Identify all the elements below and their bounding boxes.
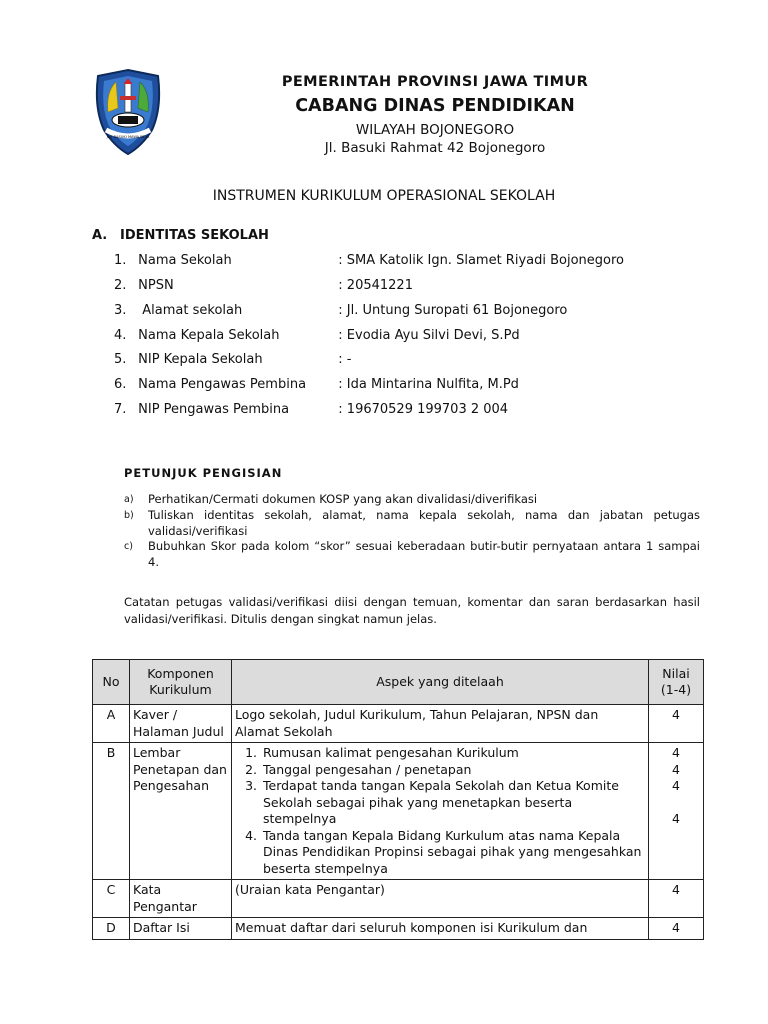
header-office-name: CABANG DINAS PENDIDIKAN (295, 96, 575, 116)
row-aspek: Logo sekolah, Judul Kurikulum, Tahun Pelajaran, NPSN dan Alamat Sekolah (232, 705, 649, 743)
header-aspek: Aspek yang ditelaah (232, 660, 649, 705)
identity-key: Alamat sekolah (138, 303, 243, 318)
identity-key: Nama Kepala Sekolah (138, 328, 280, 343)
identity-row (114, 402, 508, 417)
instruction-marker: b) (124, 510, 134, 521)
aspect-item: 3. Terdapat tanda tangan Kepala Sekolah dan Ketua Komite Sekolah sebagai pihak yang menetapkan beserta stempelnya (261, 778, 645, 828)
header-nilai: Nilai (1-4) (649, 660, 704, 705)
section-letter: A. (92, 228, 108, 243)
instruction-item (124, 539, 700, 570)
header-address: Jl. Basuki Rahmat 42 Bojonegoro (324, 140, 546, 156)
identity-value: : Ida Mintarina Nulfita, M.Pd (338, 377, 519, 392)
identity-row (114, 303, 567, 318)
identity-row (114, 352, 351, 367)
table-header-row (93, 660, 704, 705)
identity-row (114, 377, 519, 392)
identity-key: NIP Pengawas Pembina (138, 402, 290, 417)
section-label: IDENTITAS SEKOLAH (120, 228, 269, 243)
table-row (93, 880, 704, 918)
section-a-heading (92, 228, 269, 243)
table-row (93, 918, 704, 940)
row-no: B (93, 743, 130, 880)
assessment-table (92, 659, 704, 940)
instruction-marker: c) (124, 541, 133, 552)
aspect-item: 1. Rumusan kalimat pengesahan Kurikulum (261, 745, 645, 762)
document-title: INSTRUMEN KURIKULUM OPERASIONAL SEKOLAH (212, 188, 556, 204)
row-nilai: 4 (649, 918, 704, 940)
row-aspek (232, 743, 649, 880)
identity-number: 6. (114, 377, 127, 392)
instruction-marker: a) (124, 494, 134, 505)
identity-key: NIP Kepala Sekolah (138, 352, 263, 367)
identity-number: 5. (114, 352, 127, 367)
identity-value: : Jl. Untung Suropati 61 Bojonegoro (338, 303, 568, 318)
instruction-item (124, 492, 700, 508)
identity-value: : Evodia Ayu Silvi Devi, S.Pd (338, 328, 520, 343)
nilai-value: 4 (672, 778, 680, 793)
table-row (93, 743, 704, 880)
aspect-item: 4. Tanda tangan Kepala Bidang Kurkulum atas nama Kepala Dinas Pendidikan Propinsi sebagai pihak yang mengesahkan beserta stempelnya (261, 828, 645, 878)
nilai-value: 4 (672, 745, 680, 760)
header-government-line: PEMERINTAH PROVINSI JAWA TIMUR (281, 74, 589, 90)
row-nilai: 4 (649, 880, 704, 918)
identity-number: 3. (114, 303, 127, 318)
header-komponen: Komponen Kurikulum (130, 660, 232, 705)
row-komponen: Lembar Penetapan dan Pengesahan (130, 743, 232, 880)
provincial-seal-logo (92, 68, 164, 156)
row-komponen: Kata Pengantar (130, 880, 232, 918)
identity-row (114, 253, 624, 268)
table-row (93, 705, 704, 743)
header-no: No (93, 660, 130, 705)
row-aspek: (Uraian kata Pengantar) (232, 880, 649, 918)
identity-key: Nama Sekolah (138, 253, 232, 268)
row-aspek: Memuat daftar dari seluruh komponen isi Kurikulum dan (232, 918, 649, 940)
identity-value: : SMA Katolik Ign. Slamet Riyadi Bojonegoro (338, 253, 624, 268)
aspect-item: 2. Tanggal pengesahan / penetapan (261, 762, 645, 779)
identity-key: NPSN (138, 278, 174, 293)
row-nilai: 4 (649, 705, 704, 743)
row-no: C (93, 880, 130, 918)
instruction-text: Bubuhkan Skor pada kolom “skor” sesuai keberadaan butir-butir pernyataan antara 1 sampai 4. (148, 539, 700, 569)
instructions-title: PETUNJUK PENGISIAN (124, 466, 283, 480)
identity-number: 7. (114, 402, 127, 417)
identity-value: : - (338, 352, 352, 367)
identity-value: : 19670529 199703 2 004 (338, 402, 509, 417)
nilai-value: 4 (672, 761, 680, 777)
identity-number: 4. (114, 328, 127, 343)
row-komponen: Daftar Isi (130, 918, 232, 940)
nilai-value: 4 (672, 811, 680, 826)
row-nilai (649, 743, 704, 880)
identity-number: 1. (114, 253, 127, 268)
instruction-text: Perhatikan/Cermati dokumen KOSP yang akan divalidasi/diverifikasi (148, 492, 538, 506)
notes-paragraph: Catatan petugas validasi/verifikasi diisi dengan temuan, komentar dan saran berdasarkan hasil validasi/verifikasi. Ditulis dengan singkat namun jelas. (124, 595, 700, 626)
identity-key: Nama Pengawas Pembina (138, 377, 307, 392)
row-no: A (93, 705, 130, 743)
aspect-list (235, 745, 645, 877)
row-komponen: Kaver / Halaman Judul (130, 705, 232, 743)
identity-value: : 20541221 (338, 278, 413, 293)
instruction-text: Tuliskan identitas sekolah, alamat, nama kepala sekolah, nama dan jabatan petugas validasi/verifikasi (148, 508, 700, 538)
svg-text:JER BASUKI MAWA BEYA: JER BASUKI MAWA BEYA (106, 135, 150, 139)
identity-row (114, 328, 520, 343)
identity-row (114, 278, 413, 293)
header-region: WILAYAH BOJONEGORO (355, 122, 515, 138)
row-no: D (93, 918, 130, 940)
identity-number: 2. (114, 278, 127, 293)
instruction-item (124, 508, 700, 539)
